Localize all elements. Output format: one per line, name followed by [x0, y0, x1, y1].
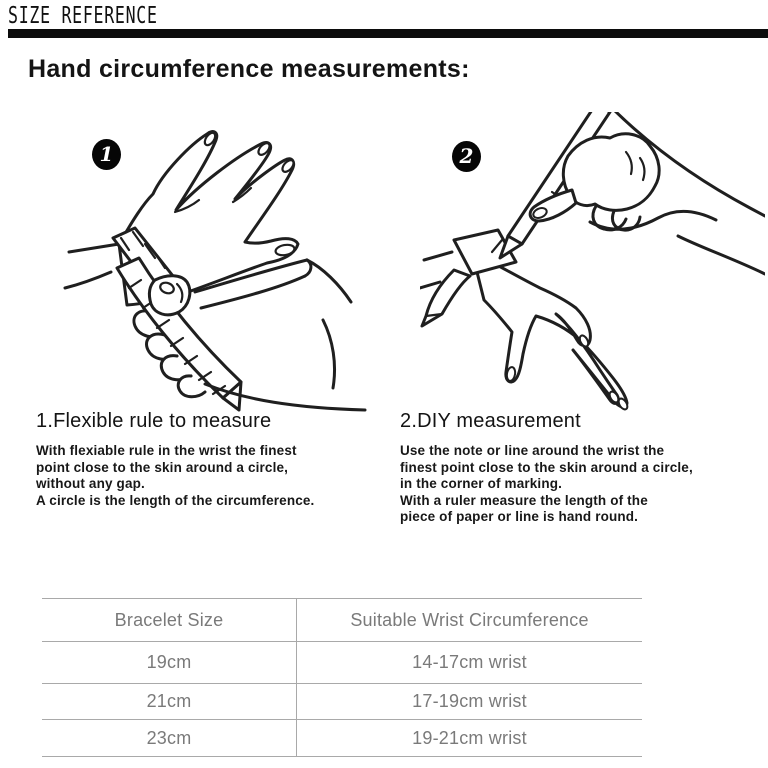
bracelet-size-value: 21cm [42, 684, 297, 719]
table-row [42, 684, 642, 720]
wrist-circumference-value: 14-17cm wrist [412, 652, 527, 672]
column-header-bracelet-size: Bracelet Size [42, 599, 297, 641]
header-rule [8, 29, 768, 38]
bracelet-size-value: 23cm [42, 720, 297, 756]
bracelet-size-value: 19cm [42, 642, 297, 683]
wrist-circumference-value: 19-21cm wrist [412, 727, 527, 748]
size-reference-title: SIZE REFERENCE [8, 3, 158, 29]
step-1-badge [92, 139, 121, 170]
size-table-header-row [42, 599, 642, 642]
step-1-number: 1 [99, 141, 114, 166]
step-1-description: With flexiable rule in the wrist the finest point close to the skin around a circle, without any gap. A circle is the length of the circumference. [36, 443, 315, 508]
step-2-number: 2 [459, 143, 474, 168]
step-1-title: 1.Flexible rule to measure [36, 410, 272, 432]
step-2-badge [452, 141, 481, 172]
size-table [42, 598, 642, 757]
wrist-circumference-value: 17-19cm wrist [412, 691, 527, 711]
column-header-wrist-circumference: Suitable Wrist Circumference [350, 609, 589, 630]
step-2-description: Use the note or line around the wrist the finest point close to the skin around a circle, in the corner of marking. With a ruler measure the length of the piece of paper or line is hand round. [400, 443, 693, 524]
step-2-title: 2.DIY measurement [400, 410, 581, 432]
table-row [42, 642, 642, 684]
table-row [42, 720, 642, 757]
section-heading: Hand circumference measurements: [28, 55, 470, 83]
